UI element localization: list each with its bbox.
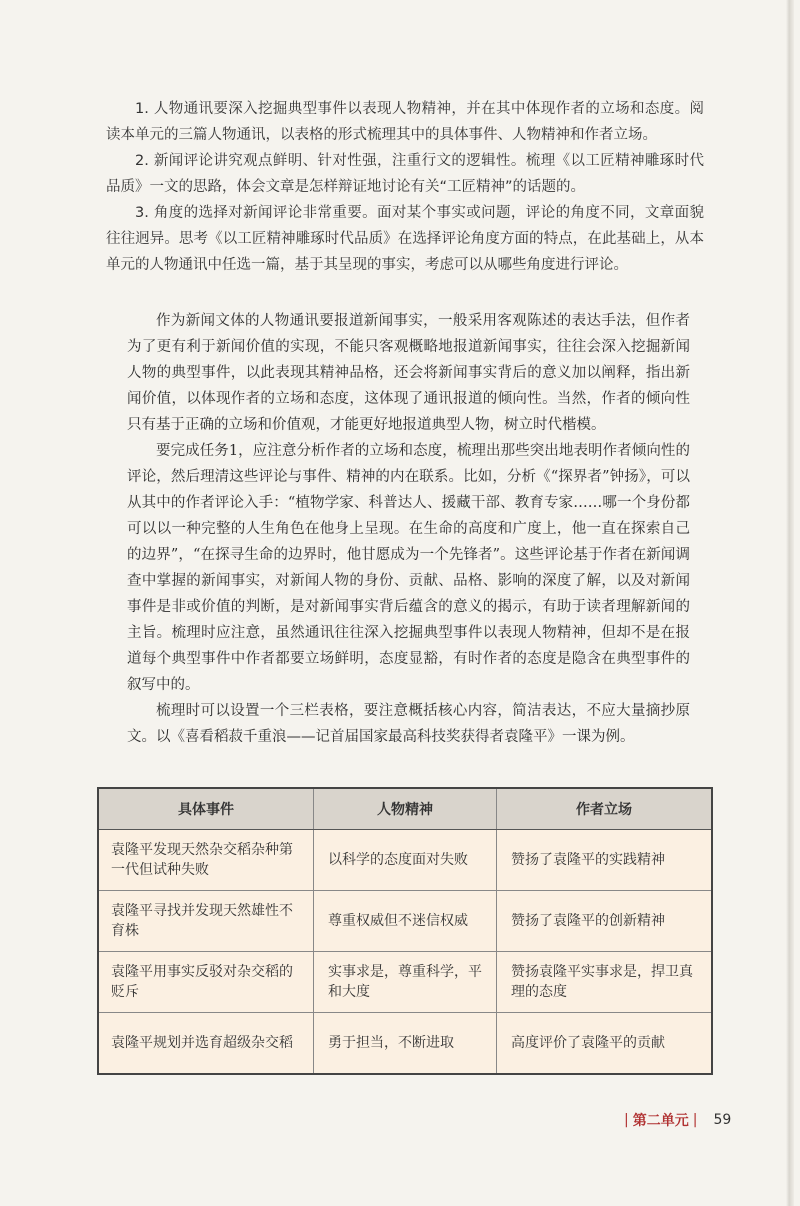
cell-event: 袁隆平寻找并发现天然雄性不育株 <box>98 891 314 952</box>
header-event: 具体事件 <box>98 788 314 830</box>
table-row <box>98 830 712 891</box>
cell-stance: 赞扬袁隆平实事求是，捍卫真理的态度 <box>497 952 713 1013</box>
cell-stance: 高度评价了袁隆平的贡献 <box>497 1013 713 1075</box>
cell-stance: 赞扬了袁隆平的实践精神 <box>497 830 713 891</box>
cell-event: 袁隆平规划并选育超级杂交稻 <box>98 1013 314 1075</box>
page-edge <box>786 0 794 1206</box>
cell-stance: 赞扬了袁隆平的创新精神 <box>497 891 713 952</box>
task-list <box>106 96 704 278</box>
cell-spirit: 以科学的态度面对失败 <box>314 830 497 891</box>
example-table <box>97 787 713 1075</box>
task-item: 3. 角度的选择对新闻评论非常重要。面对某个事实或问题，评论的角度不同，文章面貌往往迥异。思考《以工匠精神雕琢时代品质》在选择评论角度方面的特点，在此基础上，从本单元的人物通讯中任选一篇，基于其呈现的事实，考虑可以从哪些角度进行评论。 <box>106 205 704 273</box>
guide-paragraph: 梳理时可以设置一个三栏表格，要注意概括核心内容，简洁表达，不应大量摘抄原文。以《喜看稻菽千重浪——记首届国家最高科技奖获得者袁隆平》一课为例。 <box>127 703 690 745</box>
cell-spirit: 尊重权威但不迷信权威 <box>314 891 497 952</box>
page-number: 59 <box>713 1112 732 1128</box>
guide-paragraph: 作为新闻文体的人物通讯要报道新闻事实，一般采用客观陈述的表达手法，但作者为了更有利于新闻价值的实现，不能只客观概略地报道新闻事实，往往会深入挖掘新闻人物的典型事件，以此表现其精神品格，还会将新闻事实背后的意义加以阐释，指出新闻价值，以体现作者的立场和态度，这体现了通讯报道的倾向性。当然，作者的倾向性只有基于正确的立场和价值观，才能更好地报道典型人物，树立时代楷模。 <box>127 313 690 433</box>
table-row <box>98 891 712 952</box>
study-guide <box>127 308 690 750</box>
cell-event: 袁隆平用事实反驳对杂交稻的贬斥 <box>98 952 314 1013</box>
cell-event: 袁隆平发现天然杂交稻杂种第一代但试种失败 <box>98 830 314 891</box>
table-row <box>98 1013 712 1075</box>
task-item: 2. 新闻评论讲究观点鲜明、针对性强，注重行文的逻辑性。梳理《以工匠精神雕琢时代品质》一文的思路，体会文章是怎样辩证地讨论有关“工匠精神”的话题的。 <box>106 153 704 195</box>
unit-label: 第二单元 <box>632 1113 689 1129</box>
table-header-row <box>98 788 712 830</box>
header-stance: 作者立场 <box>497 788 713 830</box>
cell-spirit: 勇于担当，不断进取 <box>314 1013 497 1075</box>
cell-spirit: 实事求是，尊重科学，平和大度 <box>314 952 497 1013</box>
footer-separator: | <box>692 1112 698 1128</box>
header-spirit: 人物精神 <box>314 788 497 830</box>
footer-separator: | <box>624 1112 629 1128</box>
page-footer <box>620 1110 731 1130</box>
table-row <box>98 952 712 1013</box>
guide-paragraph: 要完成任务1，应注意分析作者的立场和态度，梳理出那些突出地表明作者倾向性的评论，然后理清这些评论与事件、精神的内在联系。比如，分析《“探界者”钟扬》，可以从其中的作者评论入手：“植物学家、科普达人、援藏干部、教育专家……哪一个身份都可以以一种完整的人生角色在他身上呈现。在生命的高度和广度上，他一直在探索自己的边界”，“在探寻生命的边界时，他甘愿成为一个先锋者”。这些评论基于作者在新闻调查中掌握的新闻事实，对新闻人物的身份、贡献、品格、影响的深度了解，以及对新闻事件是非或价值的判断，是对新闻事实背后蕴含的意义的揭示，有助于读者理解新闻的主旨。梳理时应注意，虽然通讯往往深入挖掘典型事件以表现人物精神，但却不是在报道每个典型事件中作者都要立场鲜明，态度显豁，有时作者的态度是隐含在典型事件的叙写中的。 <box>127 443 690 693</box>
task-item: 1. 人物通讯要深入挖掘典型事件以表现人物精神，并在其中体现作者的立场和态度。阅读本单元的三篇人物通讯，以表格的形式梳理其中的具体事件、人物精神和作者立场。 <box>106 101 704 143</box>
